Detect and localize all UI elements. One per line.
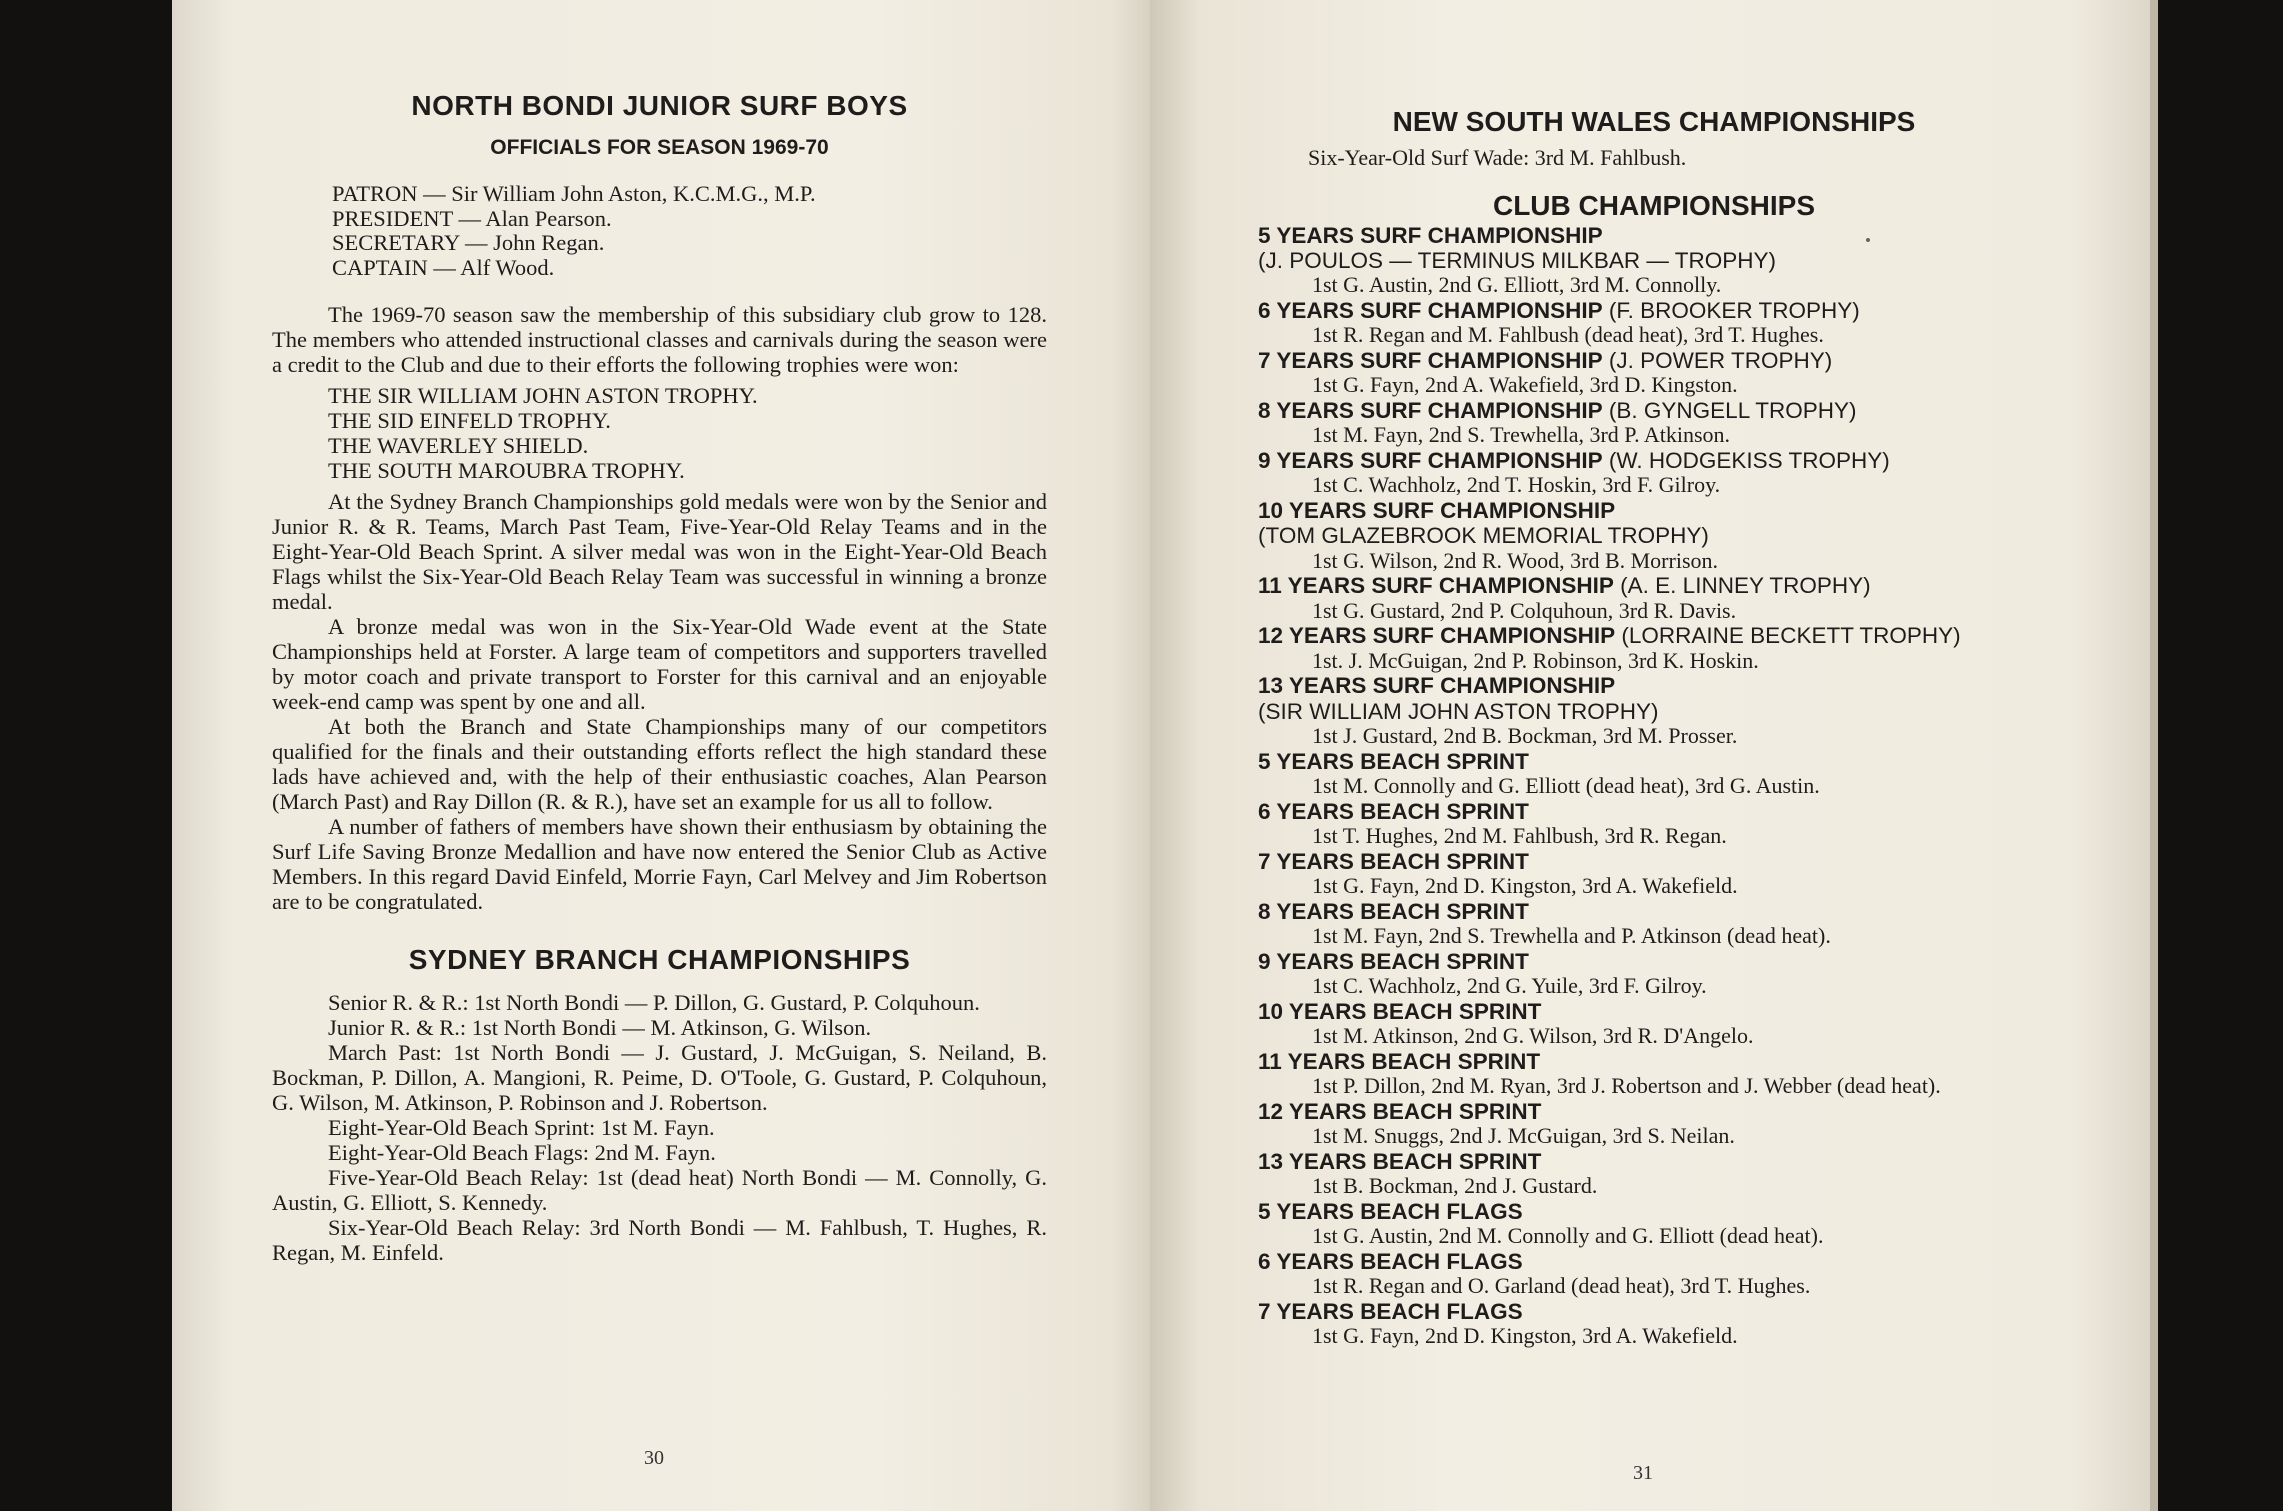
event-result: 1st G. Austin, 2nd G. Elliott, 3rd M. Connolly. (1312, 272, 1722, 298)
event-name: 8 YEARS SURF CHAMPIONSHIP (1258, 398, 1603, 424)
event-name: 13 YEARS SURF CHAMPIONSHIP (1258, 673, 1616, 699)
event-trophy: (TOM GLAZEBROOK MEMORIAL TROPHY) (1258, 523, 1709, 549)
event-result: 1st M. Connolly and G. Elliott (dead heat), 3rd G. Austin. (1312, 772, 1820, 798)
trophy-item: THE SOUTH MAROUBRA TROPHY. (328, 458, 685, 483)
event-name: 6 YEARS BEACH SPRINT (1258, 798, 1529, 824)
event-result: 1st G. Austin, 2nd M. Connolly and G. Elliott (dead heat). (1312, 1222, 1824, 1248)
event-result: 1st G. Fayn, 2nd D. Kingston, 3rd A. Wakefield. (1312, 872, 1738, 898)
club-event (1258, 749, 2050, 799)
event-trophy: (A. E. LINNEY TROPHY) (1613, 573, 1871, 599)
branch-result: Senior R. & R.: 1st North Bondi — P. Dillon, G. Gustard, P. Colquhoun. (328, 990, 980, 1015)
event-trophy: (LORRAINE BECKETT TROPHY) (1615, 623, 1961, 649)
event-title (1258, 223, 2050, 248)
club-event (1258, 448, 2050, 498)
event-result: 1st G. Gustard, 2nd P. Colquhoun, 3rd R. Davis. (1312, 597, 1737, 623)
club-event (1258, 348, 2050, 398)
event-title (1258, 623, 2050, 648)
body-paragraph: A number of fathers of members have shown their enthusiasm by obtaining the Surf Life Saving Bronze Medallion and have now entered the Senior Club as Active Members. In this regard David Einfeld, Morrie Fayn, Carl Melvey and Jim Robertson are to be congratulated. (272, 814, 1047, 914)
event-name: 6 YEARS BEACH FLAGS (1258, 1248, 1523, 1274)
event-trophy: (B. GYNGELL TROPHY) (1602, 398, 1857, 424)
event-title (1258, 1149, 2050, 1174)
event-trophy: (W. HODGEKISS TROPHY) (1602, 448, 1890, 474)
club-event (1258, 398, 2050, 448)
trophy-item: THE WAVERLEY SHIELD. (328, 433, 589, 458)
official-president: PRESIDENT — Alan Pearson. (332, 205, 612, 231)
branch-result: Eight-Year-Old Beach Sprint: 1st M. Fayn. (328, 1115, 715, 1140)
event-name: 7 YEARS BEACH FLAGS (1258, 1298, 1523, 1324)
event-result: 1st R. Regan and M. Fahlbush (dead heat), 3rd T. Hughes. (1312, 322, 1824, 348)
club-championships-heading: CLUB CHAMPIONSHIPS (1492, 190, 1815, 221)
event-result: 1st M. Fayn, 2nd S. Trewhella, 3rd P. Atkinson. (1312, 422, 1731, 448)
event-trophy: (F. BROOKER TROPHY) (1602, 298, 1860, 324)
page-number: 31 (1633, 1462, 1653, 1484)
right-page (1150, 0, 2150, 1511)
club-event (1258, 1299, 2050, 1349)
event-title (1258, 899, 2050, 924)
event-trophy: (SIR WILLIAM JOHN ASTON TROPHY) (1258, 698, 1659, 724)
branch-result: Five-Year-Old Beach Relay: 1st (dead heat) North Bondi — M. Connolly, G. Austin, G. Elliott, S. Kennedy. (272, 1165, 1047, 1215)
official-secretary: SECRETARY — John Regan. (332, 230, 605, 255)
event-title (1258, 1049, 2050, 1074)
trophy-list (328, 383, 1047, 483)
event-name: 5 YEARS BEACH FLAGS (1258, 1198, 1523, 1224)
branch-result: Junior R. & R.: 1st North Bondi — M. Atkinson, G. Wilson. (328, 1015, 872, 1040)
event-result: 1st M. Atkinson, 2nd G. Wilson, 3rd R. D'Angelo. (1312, 1022, 1754, 1048)
branch-result: March Past: 1st North Bondi — J. Gustard, J. McGuigan, S. Neiland, B. Bockman, P. Dillon, A. Mangioni, R. Peime, D. O'Toole, G. Gustard, P. Colquhoun, G. Wilson, M. Atkinson, P. Robinson and J. Robertson. (272, 1040, 1047, 1115)
event-name: 9 YEARS BEACH SPRINT (1258, 948, 1529, 974)
body-paragraph: At both the Branch and State Championships many of our competitors qualified for the finals and their outstanding efforts reflect the high standard these lads have achieved and, with the help of their enthusiastic coaches, Alan Pearson (March Past) and Ray Dillon (R. & R.), have set an example for us all to follow. (272, 714, 1047, 814)
event-result: 1st C. Wachholz, 2nd T. Hoskin, 3rd F. Gilroy. (1312, 472, 1721, 498)
left-page (172, 0, 1170, 1511)
event-title (1258, 348, 2050, 373)
event-trophy: (J. POWER TROPHY) (1602, 348, 1833, 374)
nsw-championships-heading: NEW SOUTH WALES CHAMPIONSHIPS (1392, 106, 1916, 137)
officials-list (332, 182, 1047, 280)
club-event (1258, 1099, 2050, 1149)
event-title (1258, 949, 2050, 974)
club-events-list (1258, 223, 2050, 1349)
event-name: 11 YEARS SURF CHAMPIONSHIP (1258, 573, 1614, 599)
officials-subtitle: OFFICIALS FOR SEASON 1969-70 (490, 136, 829, 159)
page-edge (2150, 0, 2158, 1511)
event-title (1258, 749, 2050, 774)
branch-result: Eight-Year-Old Beach Flags: 2nd M. Fayn. (328, 1140, 716, 1165)
event-result: 1st G. Wilson, 2nd R. Wood, 3rd B. Morrison. (1312, 547, 1719, 573)
event-result: 1st C. Wachholz, 2nd G. Yuile, 3rd F. Gilroy. (1312, 972, 1707, 998)
right-page-content (1258, 105, 2050, 1349)
event-result: 1st G. Fayn, 2nd A. Wakefield, 3rd D. Kingston. (1312, 372, 1738, 398)
club-event (1258, 949, 2050, 999)
event-name: 7 YEARS BEACH SPRINT (1258, 848, 1529, 874)
page-number: 30 (644, 1447, 664, 1469)
event-result: 1st P. Dillon, 2nd M. Ryan, 3rd J. Robertson and J. Webber (dead heat). (1312, 1072, 1941, 1098)
club-event (1258, 899, 2050, 949)
club-event (1258, 799, 2050, 849)
club-event (1258, 1049, 2050, 1099)
branch-result: Six-Year-Old Beach Relay: 3rd North Bondi — M. Fahlbush, T. Hughes, R. Regan, M. Einfeld. (272, 1215, 1047, 1265)
event-title (1258, 398, 2050, 423)
event-title (1258, 1099, 2050, 1124)
event-result: 1st T. Hughes, 2nd M. Fahlbush, 3rd R. Regan. (1312, 822, 1727, 848)
event-name: 7 YEARS SURF CHAMPIONSHIP (1258, 348, 1603, 374)
event-result: 1st B. Bockman, 2nd J. Gustard. (1312, 1172, 1598, 1198)
trophy-item: THE SID EINFELD TROPHY. (328, 408, 611, 433)
event-trophy: (J. POULOS — TERMINUS MILKBAR — TROPHY) (1258, 248, 1776, 274)
left-page-content (272, 88, 1047, 1265)
event-title (1258, 849, 2050, 874)
event-name: 12 YEARS BEACH SPRINT (1258, 1098, 1542, 1124)
body-paragraph: A bronze medal was won in the Six-Year-Old Wade event at the State Championships held at Forster. A large team of competitors and supporters travelled by motor coach and private transport to Forster for this carnival and an enjoyable week-end camp was spent by one and all. (272, 614, 1047, 714)
official-captain: CAPTAIN — Alf Wood. (332, 254, 555, 280)
event-name: 13 YEARS BEACH SPRINT (1258, 1148, 1542, 1174)
trophy-item: THE SIR WILLIAM JOHN ASTON TROPHY. (328, 383, 758, 408)
event-title (1258, 1249, 2050, 1274)
club-event (1258, 498, 2050, 573)
club-event (1258, 849, 2050, 899)
event-name: 10 YEARS SURF CHAMPIONSHIP (1258, 498, 1616, 524)
club-event (1258, 999, 2050, 1049)
event-name: 8 YEARS BEACH SPRINT (1258, 898, 1529, 924)
event-result: 1st M. Snuggs, 2nd J. McGuigan, 3rd S. Neilan. (1312, 1122, 1735, 1148)
event-name: 6 YEARS SURF CHAMPIONSHIP (1258, 298, 1603, 324)
club-event (1258, 1149, 2050, 1199)
event-result: 1st J. Gustard, 2nd B. Bockman, 3rd M. Prosser. (1312, 722, 1738, 748)
club-event (1258, 573, 2050, 623)
event-result: 1st R. Regan and O. Garland (dead heat), 3rd T. Hughes. (1312, 1272, 1811, 1298)
club-event (1258, 298, 2050, 348)
event-result: 1st M. Fayn, 2nd S. Trewhella and P. Atkinson (dead heat). (1312, 922, 1831, 948)
event-name: 5 YEARS BEACH SPRINT (1258, 748, 1529, 774)
event-title (1258, 498, 2050, 523)
event-name: 5 YEARS SURF CHAMPIONSHIP (1258, 223, 1603, 248)
club-event (1258, 673, 2050, 748)
body-paragraph: At the Sydney Branch Championships gold medals were won by the Senior and Junior R. & R. Teams, March Past Team, Five-Year-Old Relay Teams and in the Eight-Year-Old Beach Sprint. A silver medal was won in the Eight-Year-Old Beach Flags whilst the Six-Year-Old Beach Relay Team was successful in winning a bronze medal. (272, 489, 1047, 614)
official-patron: PATRON — Sir William John Aston, K.C.M.G., M.P. (332, 181, 816, 206)
event-title (1258, 1199, 2050, 1224)
event-title (1258, 448, 2050, 473)
event-title (1258, 1299, 2050, 1324)
event-title (1258, 999, 2050, 1024)
event-title (1258, 799, 2050, 824)
event-name: 9 YEARS SURF CHAMPIONSHIP (1258, 448, 1603, 474)
event-title (1258, 673, 2050, 698)
intro-paragraph: The 1969-70 season saw the membership of this subsidiary club grow to 128. The members who attended instructional classes and carnivals during the season were a credit to the Club and due to their efforts the following trophies were won: (272, 302, 1047, 377)
event-result: 1st G. Fayn, 2nd D. Kingston, 3rd A. Wakefield. (1312, 1322, 1738, 1348)
event-name: 12 YEARS SURF CHAMPIONSHIP (1258, 623, 1616, 649)
event-name: 10 YEARS BEACH SPRINT (1258, 998, 1542, 1024)
event-result: 1st. J. McGuigan, 2nd P. Robinson, 3rd K. Hoskin. (1312, 647, 1759, 673)
event-title (1258, 298, 2050, 323)
branch-championships-heading: SYDNEY BRANCH CHAMPIONSHIPS (408, 944, 911, 975)
page-title: NORTH BONDI JUNIOR SURF BOYS (411, 90, 908, 121)
club-event (1258, 1199, 2050, 1249)
club-event (1258, 223, 2050, 298)
event-title (1258, 573, 2050, 598)
event-name: 11 YEARS BEACH SPRINT (1258, 1048, 1541, 1074)
nsw-result: Six-Year-Old Surf Wade: 3rd M. Fahlbush. (1308, 145, 1687, 170)
club-event (1258, 1249, 2050, 1299)
print-speck (1866, 238, 1870, 242)
club-event (1258, 623, 2050, 673)
